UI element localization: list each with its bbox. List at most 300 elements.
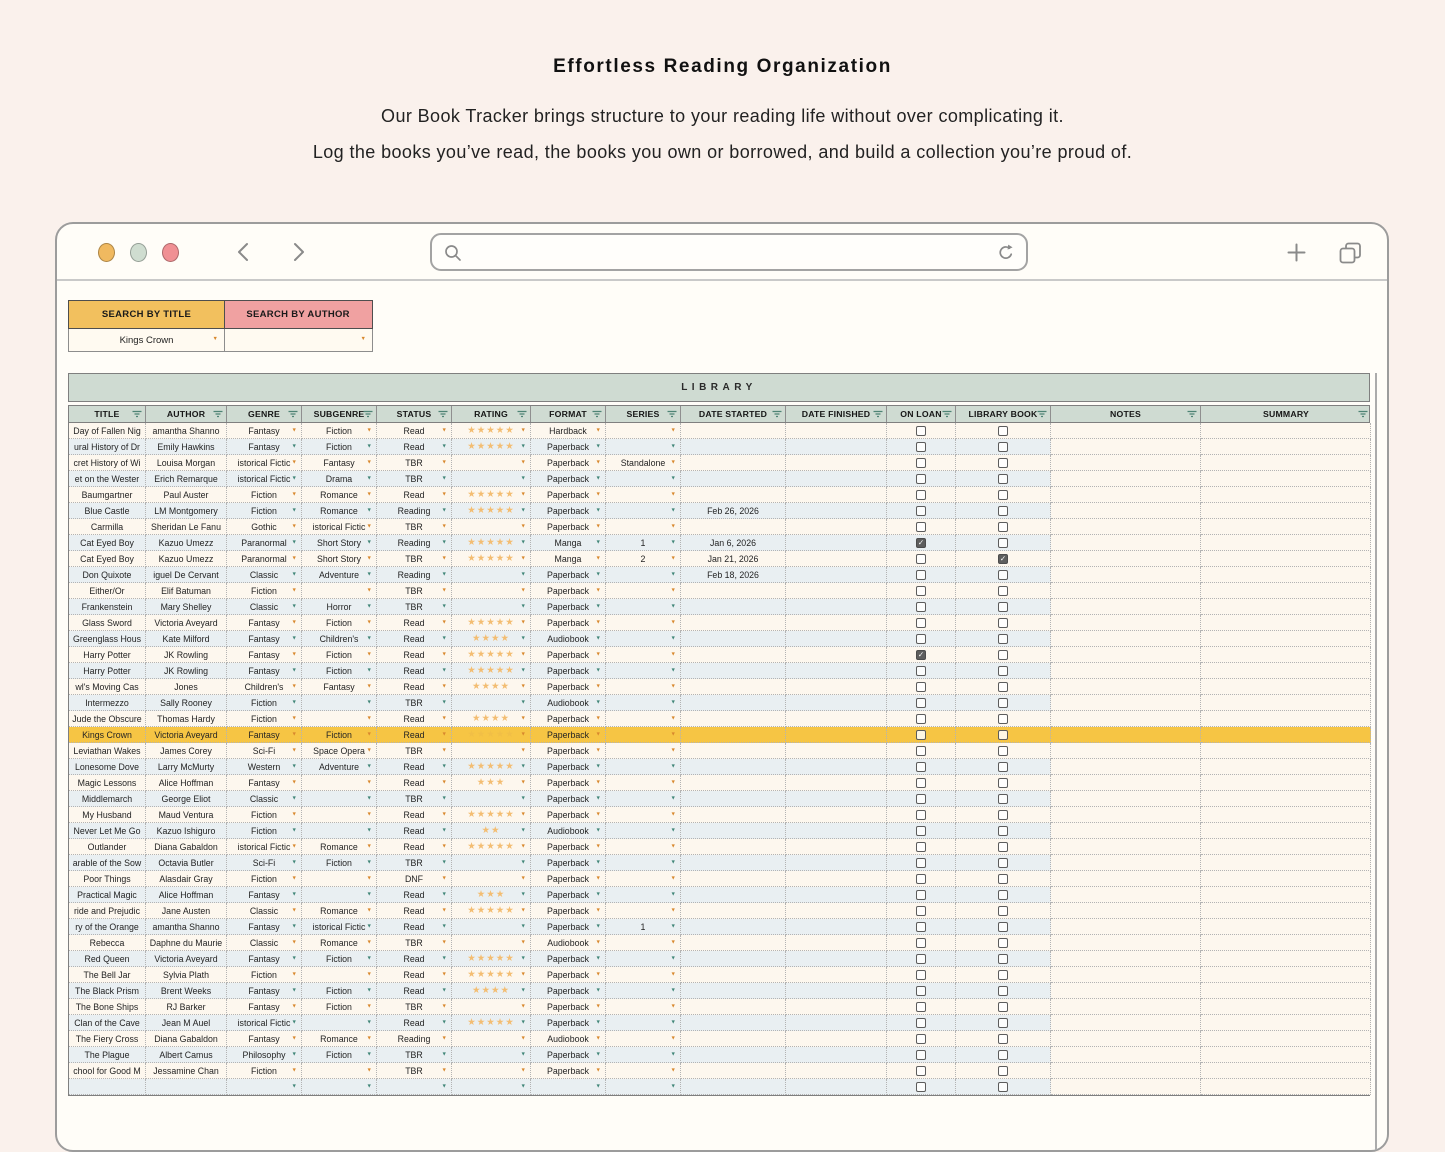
cell-date_finished[interactable] — [786, 1047, 887, 1063]
cell-date_finished[interactable] — [786, 615, 887, 631]
dropdown-arrow-icon[interactable]: ▼ — [670, 714, 676, 721]
cell-author[interactable] — [146, 551, 227, 567]
dropdown-arrow-icon[interactable]: ▼ — [670, 826, 676, 833]
checkbox-unchecked[interactable] — [916, 442, 926, 452]
checkbox-unchecked[interactable] — [916, 698, 926, 708]
cell-library_book[interactable] — [956, 791, 1051, 807]
dropdown-arrow-icon[interactable]: ▼ — [670, 938, 676, 945]
cell-date_started[interactable] — [681, 503, 786, 519]
checkbox-unchecked[interactable] — [916, 890, 926, 900]
cell-on_loan[interactable] — [887, 871, 956, 887]
checkbox-unchecked[interactable] — [916, 874, 926, 884]
cell-title[interactable] — [69, 1031, 146, 1047]
filter-icon[interactable] — [517, 410, 527, 420]
cell-on_loan[interactable] — [887, 1079, 956, 1095]
cell-notes[interactable] — [1051, 455, 1201, 471]
cell-rating[interactable] — [452, 999, 531, 1015]
cell-author[interactable] — [146, 1031, 227, 1047]
cell-author[interactable] — [146, 1079, 227, 1095]
filter-icon[interactable] — [288, 410, 298, 420]
dropdown-arrow-icon[interactable]: ▼ — [441, 778, 447, 785]
cell-rating[interactable] — [452, 967, 531, 983]
new-tab-plus-icon[interactable] — [1286, 242, 1307, 268]
cell-on_loan[interactable] — [887, 423, 956, 439]
dropdown-arrow-icon[interactable]: ▼ — [595, 474, 601, 481]
cell-series[interactable] — [606, 855, 681, 871]
cell-subgenre[interactable] — [302, 503, 377, 519]
checkbox-unchecked[interactable] — [998, 986, 1008, 996]
checkbox-checked[interactable]: ✓ — [917, 649, 925, 659]
cell-rating[interactable] — [452, 487, 531, 503]
cell-genre[interactable] — [227, 551, 302, 567]
dropdown-arrow-icon[interactable]: ▼ — [366, 826, 372, 833]
checkbox-unchecked[interactable] — [998, 442, 1008, 452]
cell-title[interactable] — [69, 759, 146, 775]
dropdown-arrow-icon[interactable]: ▼ — [291, 506, 297, 513]
cell-date_started[interactable] — [681, 871, 786, 887]
cell-notes[interactable] — [1051, 999, 1201, 1015]
cell-subgenre[interactable] — [302, 551, 377, 567]
cell-on_loan[interactable] — [887, 983, 956, 999]
cell-notes[interactable] — [1051, 743, 1201, 759]
cell-genre[interactable] — [227, 615, 302, 631]
cell-library_book[interactable] — [956, 935, 1051, 951]
checkbox-unchecked[interactable] — [916, 682, 926, 692]
cell-format[interactable] — [531, 711, 606, 727]
cell-rating[interactable] — [452, 471, 531, 487]
checkbox-unchecked[interactable] — [998, 778, 1008, 788]
cell-notes[interactable] — [1051, 615, 1201, 631]
dropdown-arrow-icon[interactable]: ▼ — [441, 810, 447, 817]
dropdown-arrow-icon[interactable]: ▼ — [441, 762, 447, 769]
dropdown-arrow-icon[interactable]: ▼ — [291, 1034, 297, 1041]
dropdown-arrow-icon[interactable]: ▼ — [441, 602, 447, 609]
cell-author[interactable] — [146, 807, 227, 823]
cell-series[interactable] — [606, 983, 681, 999]
cell-rating[interactable] — [452, 439, 531, 455]
cell-format[interactable] — [531, 471, 606, 487]
cell-notes[interactable] — [1051, 935, 1201, 951]
cell-notes[interactable] — [1051, 663, 1201, 679]
cell-author[interactable] — [146, 743, 227, 759]
dropdown-arrow-icon[interactable]: ▼ — [520, 954, 526, 961]
dropdown-arrow-icon[interactable]: ▼ — [520, 1082, 526, 1089]
dropdown-arrow-icon[interactable]: ▼ — [441, 906, 447, 913]
cell-title[interactable] — [69, 1047, 146, 1063]
dropdown-arrow-icon[interactable]: ▼ — [291, 954, 297, 961]
cell-author[interactable] — [146, 855, 227, 871]
dropdown-arrow-icon[interactable]: ▼ — [291, 922, 297, 929]
dropdown-arrow-icon[interactable]: ▼ — [520, 522, 526, 529]
cell-genre[interactable] — [227, 583, 302, 599]
traffic-light-amber[interactable] — [98, 243, 115, 262]
cell-format[interactable] — [531, 519, 606, 535]
dropdown-arrow-icon[interactable]: ▼ — [441, 1066, 447, 1073]
cell-genre[interactable] — [227, 743, 302, 759]
cell-library_book[interactable] — [956, 663, 1051, 679]
cell-genre[interactable] — [227, 791, 302, 807]
checkbox-unchecked[interactable] — [998, 1050, 1008, 1060]
cell-library_book[interactable] — [956, 647, 1051, 663]
cell-subgenre[interactable] — [302, 631, 377, 647]
checkbox-unchecked[interactable] — [916, 730, 926, 740]
dropdown-arrow-icon[interactable]: ▼ — [670, 554, 676, 561]
cell-on_loan[interactable] — [887, 727, 956, 743]
cell-on_loan[interactable] — [887, 711, 956, 727]
dropdown-arrow-icon[interactable]: ▼ — [595, 698, 601, 705]
cell-date_started[interactable] — [681, 1079, 786, 1095]
dropdown-arrow-icon[interactable]: ▼ — [291, 858, 297, 865]
dropdown-arrow-icon[interactable]: ▼ — [595, 682, 601, 689]
cell-date_started[interactable] — [681, 535, 786, 551]
cell-date_started[interactable] — [681, 599, 786, 615]
cell-status[interactable] — [377, 919, 452, 935]
cell-genre[interactable] — [227, 983, 302, 999]
dropdown-arrow-icon[interactable]: ▼ — [520, 922, 526, 929]
cell-summary[interactable] — [1201, 1079, 1371, 1095]
cell-author[interactable] — [146, 967, 227, 983]
dropdown-arrow-icon[interactable]: ▼ — [441, 730, 447, 737]
cell-status[interactable] — [377, 727, 452, 743]
dropdown-arrow-icon[interactable]: ▼ — [670, 890, 676, 897]
cell-notes[interactable] — [1051, 759, 1201, 775]
cell-series[interactable] — [606, 583, 681, 599]
cell-format[interactable] — [531, 775, 606, 791]
dropdown-arrow-icon[interactable]: ▼ — [291, 490, 297, 497]
dropdown-arrow-icon[interactable]: ▼ — [595, 554, 601, 561]
dropdown-arrow-icon[interactable]: ▼ — [366, 474, 372, 481]
dropdown-arrow-icon[interactable]: ▼ — [366, 1002, 372, 1009]
cell-summary[interactable] — [1201, 503, 1371, 519]
cell-author[interactable] — [146, 935, 227, 951]
cell-subgenre[interactable] — [302, 711, 377, 727]
cell-library_book[interactable] — [956, 567, 1051, 583]
dropdown-arrow-icon[interactable]: ▼ — [291, 1002, 297, 1009]
dropdown-arrow-icon[interactable]: ▼ — [520, 1066, 526, 1073]
cell-format[interactable] — [531, 551, 606, 567]
cell-notes[interactable] — [1051, 775, 1201, 791]
cell-author[interactable] — [146, 791, 227, 807]
checkbox-unchecked[interactable] — [998, 474, 1008, 484]
cell-library_book[interactable] — [956, 631, 1051, 647]
cell-author[interactable] — [146, 1047, 227, 1063]
cell-summary[interactable] — [1201, 695, 1371, 711]
traffic-light-coral[interactable] — [162, 243, 179, 262]
cell-date_started[interactable] — [681, 1031, 786, 1047]
cell-subgenre[interactable] — [302, 615, 377, 631]
cell-author[interactable] — [146, 471, 227, 487]
cell-rating[interactable] — [452, 583, 531, 599]
cell-rating[interactable] — [452, 535, 531, 551]
dropdown-arrow-icon[interactable]: ▼ — [366, 1082, 372, 1089]
cell-rating[interactable] — [452, 855, 531, 871]
dropdown-arrow-icon[interactable]: ▼ — [366, 522, 372, 529]
dropdown-arrow-icon[interactable]: ▼ — [366, 746, 372, 753]
cell-library_book[interactable] — [956, 807, 1051, 823]
dropdown-arrow-icon[interactable]: ▼ — [441, 634, 447, 641]
dropdown-arrow-icon[interactable]: ▼ — [595, 858, 601, 865]
dropdown-arrow-icon[interactable]: ▼ — [670, 586, 676, 593]
checkbox-unchecked[interactable] — [998, 906, 1008, 916]
cell-subgenre[interactable] — [302, 823, 377, 839]
dropdown-arrow-icon[interactable]: ▼ — [366, 970, 372, 977]
cell-status[interactable] — [377, 743, 452, 759]
cell-notes[interactable] — [1051, 887, 1201, 903]
cell-date_started[interactable] — [681, 615, 786, 631]
dropdown-arrow-icon[interactable]: ▼ — [366, 490, 372, 497]
dropdown-arrow-icon[interactable]: ▼ — [520, 634, 526, 641]
dropdown-arrow-icon[interactable]: ▼ — [670, 1050, 676, 1057]
cell-rating[interactable] — [452, 1031, 531, 1047]
cell-title[interactable] — [69, 743, 146, 759]
cell-date_started[interactable] — [681, 807, 786, 823]
cell-status[interactable] — [377, 903, 452, 919]
checkbox-unchecked[interactable] — [916, 810, 926, 820]
cell-notes[interactable] — [1051, 599, 1201, 615]
dropdown-arrow-icon[interactable]: ▼ — [520, 730, 526, 737]
cell-subgenre[interactable] — [302, 951, 377, 967]
cell-library_book[interactable] — [956, 855, 1051, 871]
checkbox-unchecked[interactable] — [998, 954, 1008, 964]
checkbox-unchecked[interactable] — [916, 1018, 926, 1028]
cell-author[interactable] — [146, 599, 227, 615]
dropdown-arrow-icon[interactable]: ▼ — [441, 826, 447, 833]
cell-notes[interactable] — [1051, 807, 1201, 823]
cell-date_started[interactable] — [681, 999, 786, 1015]
dropdown-arrow-icon[interactable]: ▼ — [441, 1018, 447, 1025]
cell-summary[interactable] — [1201, 727, 1371, 743]
cell-series[interactable] — [606, 775, 681, 791]
cell-format[interactable] — [531, 967, 606, 983]
cell-author[interactable] — [146, 823, 227, 839]
dropdown-arrow-icon[interactable]: ▼ — [595, 1066, 601, 1073]
cell-date_started[interactable] — [681, 583, 786, 599]
cell-title[interactable] — [69, 935, 146, 951]
dropdown-arrow-icon[interactable]: ▼ — [441, 554, 447, 561]
refresh-icon[interactable] — [996, 243, 1016, 268]
cell-format[interactable] — [531, 743, 606, 759]
dropdown-arrow-icon[interactable]: ▼ — [366, 618, 372, 625]
cell-rating[interactable] — [452, 1079, 531, 1095]
cell-summary[interactable] — [1201, 999, 1371, 1015]
cell-date_finished[interactable] — [786, 903, 887, 919]
cell-on_loan[interactable] — [887, 807, 956, 823]
cell-date_started[interactable] — [681, 471, 786, 487]
cell-date_finished[interactable] — [786, 551, 887, 567]
cell-title[interactable] — [69, 599, 146, 615]
dropdown-arrow-icon[interactable]: ▼ — [520, 714, 526, 721]
dropdown-arrow-icon[interactable]: ▼ — [441, 666, 447, 673]
cell-subgenre[interactable] — [302, 439, 377, 455]
cell-series[interactable] — [606, 487, 681, 503]
dropdown-arrow-icon[interactable]: ▼ — [291, 826, 297, 833]
cell-series[interactable] — [606, 679, 681, 695]
cell-date_finished[interactable] — [786, 519, 887, 535]
dropdown-arrow-icon[interactable]: ▼ — [520, 490, 526, 497]
cell-title[interactable] — [69, 887, 146, 903]
cell-on_loan[interactable] — [887, 679, 956, 695]
dropdown-arrow-icon[interactable]: ▼ — [595, 874, 601, 881]
scrollbar-track[interactable] — [1375, 373, 1377, 1150]
dropdown-arrow-icon[interactable]: ▼ — [520, 698, 526, 705]
cell-author[interactable] — [146, 887, 227, 903]
cell-format[interactable] — [531, 1047, 606, 1063]
cell-status[interactable] — [377, 423, 452, 439]
cell-author[interactable] — [146, 983, 227, 999]
cell-format[interactable] — [531, 855, 606, 871]
cell-date_started[interactable] — [681, 967, 786, 983]
dropdown-arrow-icon[interactable]: ▼ — [441, 522, 447, 529]
dropdown-arrow-icon[interactable]: ▼ — [366, 506, 372, 513]
cell-summary[interactable] — [1201, 631, 1371, 647]
cell-library_book[interactable] — [956, 1031, 1051, 1047]
cell-status[interactable] — [377, 951, 452, 967]
cell-library_book[interactable] — [956, 887, 1051, 903]
cell-summary[interactable] — [1201, 951, 1371, 967]
dropdown-arrow-icon[interactable]: ▼ — [670, 762, 676, 769]
cell-date_finished[interactable] — [786, 999, 887, 1015]
cell-notes[interactable] — [1051, 727, 1201, 743]
cell-date_finished[interactable] — [786, 631, 887, 647]
cell-title[interactable] — [69, 647, 146, 663]
filter-icon[interactable] — [1037, 410, 1047, 420]
checkbox-unchecked[interactable] — [916, 458, 926, 468]
cell-library_book[interactable] — [956, 1079, 1051, 1095]
cell-status[interactable] — [377, 983, 452, 999]
checkbox-unchecked[interactable] — [916, 970, 926, 980]
dropdown-arrow-icon[interactable]: ▼ — [441, 618, 447, 625]
checkbox-unchecked[interactable] — [916, 1082, 926, 1092]
dropdown-arrow-icon[interactable]: ▼ — [441, 426, 447, 433]
cell-library_book[interactable] — [956, 775, 1051, 791]
checkbox-unchecked[interactable] — [998, 650, 1008, 660]
cell-format[interactable] — [531, 983, 606, 999]
dropdown-arrow-icon[interactable]: ▼ — [520, 538, 526, 545]
checkbox-unchecked[interactable] — [998, 922, 1008, 932]
cell-on_loan[interactable] — [887, 599, 956, 615]
cell-on_loan[interactable] — [887, 743, 956, 759]
dropdown-arrow-icon[interactable]: ▼ — [670, 954, 676, 961]
dropdown-arrow-icon[interactable]: ▼ — [595, 730, 601, 737]
cell-date_finished[interactable] — [786, 599, 887, 615]
cell-genre[interactable] — [227, 999, 302, 1015]
cell-status[interactable] — [377, 567, 452, 583]
cell-date_started[interactable] — [681, 663, 786, 679]
dropdown-arrow-icon[interactable]: ▼ — [670, 730, 676, 737]
cell-library_book[interactable] — [956, 919, 1051, 935]
tabs-overview-icon[interactable] — [1338, 241, 1363, 270]
dropdown-arrow-icon[interactable]: ▼ — [520, 570, 526, 577]
cell-on_loan[interactable] — [887, 535, 956, 551]
dropdown-arrow-icon[interactable]: ▼ — [595, 618, 601, 625]
dropdown-arrow-icon[interactable]: ▼ — [291, 538, 297, 545]
cell-notes[interactable] — [1051, 423, 1201, 439]
cell-date_finished[interactable] — [786, 1015, 887, 1031]
cell-on_loan[interactable] — [887, 615, 956, 631]
cell-summary[interactable] — [1201, 455, 1371, 471]
cell-library_book[interactable] — [956, 871, 1051, 887]
cell-on_loan[interactable] — [887, 1047, 956, 1063]
dropdown-arrow-icon[interactable]: ▼ — [670, 858, 676, 865]
cell-date_started[interactable] — [681, 951, 786, 967]
dropdown-arrow-icon[interactable]: ▼ — [366, 874, 372, 881]
checkbox-unchecked[interactable] — [916, 826, 926, 836]
cell-notes[interactable] — [1051, 551, 1201, 567]
cell-on_loan[interactable] — [887, 903, 956, 919]
cell-series[interactable] — [606, 871, 681, 887]
cell-status[interactable] — [377, 615, 452, 631]
cell-series[interactable] — [606, 1079, 681, 1095]
cell-date_started[interactable] — [681, 903, 786, 919]
filter-icon[interactable] — [1187, 410, 1197, 420]
cell-author[interactable] — [146, 567, 227, 583]
dropdown-arrow-icon[interactable]: ▼ — [441, 1034, 447, 1041]
cell-on_loan[interactable] — [887, 1015, 956, 1031]
checkbox-unchecked[interactable] — [998, 762, 1008, 772]
cell-summary[interactable] — [1201, 775, 1371, 791]
cell-subgenre[interactable] — [302, 727, 377, 743]
cell-rating[interactable] — [452, 1063, 531, 1079]
dropdown-arrow-icon[interactable]: ▼ — [291, 842, 297, 849]
cell-title[interactable] — [69, 775, 146, 791]
cell-date_started[interactable] — [681, 727, 786, 743]
cell-status[interactable] — [377, 599, 452, 615]
dropdown-arrow-icon[interactable]: ▼ — [366, 954, 372, 961]
cell-title[interactable] — [69, 583, 146, 599]
cell-summary[interactable] — [1201, 1015, 1371, 1031]
cell-date_finished[interactable] — [786, 727, 887, 743]
dropdown-arrow-icon[interactable]: ▼ — [441, 650, 447, 657]
dropdown-arrow-icon[interactable]: ▼ — [670, 698, 676, 705]
checkbox-unchecked[interactable] — [998, 890, 1008, 900]
cell-summary[interactable] — [1201, 599, 1371, 615]
dropdown-arrow-icon[interactable]: ▼ — [441, 586, 447, 593]
cell-summary[interactable] — [1201, 551, 1371, 567]
dropdown-arrow-icon[interactable]: ▼ — [670, 874, 676, 881]
dropdown-arrow-icon[interactable]: ▼ — [595, 954, 601, 961]
cell-status[interactable] — [377, 711, 452, 727]
dropdown-arrow-icon[interactable]: ▼ — [670, 1066, 676, 1073]
cell-date_started[interactable] — [681, 919, 786, 935]
cell-on_loan[interactable] — [887, 791, 956, 807]
cell-subgenre[interactable] — [302, 967, 377, 983]
cell-library_book[interactable] — [956, 519, 1051, 535]
cell-date_started[interactable] — [681, 823, 786, 839]
cell-author[interactable] — [146, 439, 227, 455]
filter-icon[interactable] — [438, 410, 448, 420]
dropdown-arrow-icon[interactable]: ▼ — [291, 970, 297, 977]
dropdown-arrow-icon[interactable]: ▼ — [520, 938, 526, 945]
dropdown-arrow-icon[interactable]: ▼ — [441, 506, 447, 513]
cell-rating[interactable] — [452, 759, 531, 775]
dropdown-arrow-icon[interactable]: ▼ — [595, 1002, 601, 1009]
cell-date_finished[interactable] — [786, 839, 887, 855]
dropdown-arrow-icon[interactable]: ▼ — [595, 490, 601, 497]
dropdown-arrow-icon[interactable]: ▼ — [670, 474, 676, 481]
cell-subgenre[interactable] — [302, 999, 377, 1015]
dropdown-arrow-icon[interactable]: ▼ — [595, 938, 601, 945]
dropdown-arrow-icon[interactable]: ▼ — [291, 1018, 297, 1025]
dropdown-arrow-icon[interactable]: ▼ — [291, 874, 297, 881]
cell-date_finished[interactable] — [786, 791, 887, 807]
cell-on_loan[interactable] — [887, 567, 956, 583]
dropdown-arrow-icon[interactable]: ▼ — [291, 474, 297, 481]
cell-status[interactable] — [377, 535, 452, 551]
cell-title[interactable] — [69, 983, 146, 999]
dropdown-arrow-icon[interactable]: ▼ — [366, 458, 372, 465]
cell-format[interactable] — [531, 903, 606, 919]
cell-genre[interactable] — [227, 1015, 302, 1031]
